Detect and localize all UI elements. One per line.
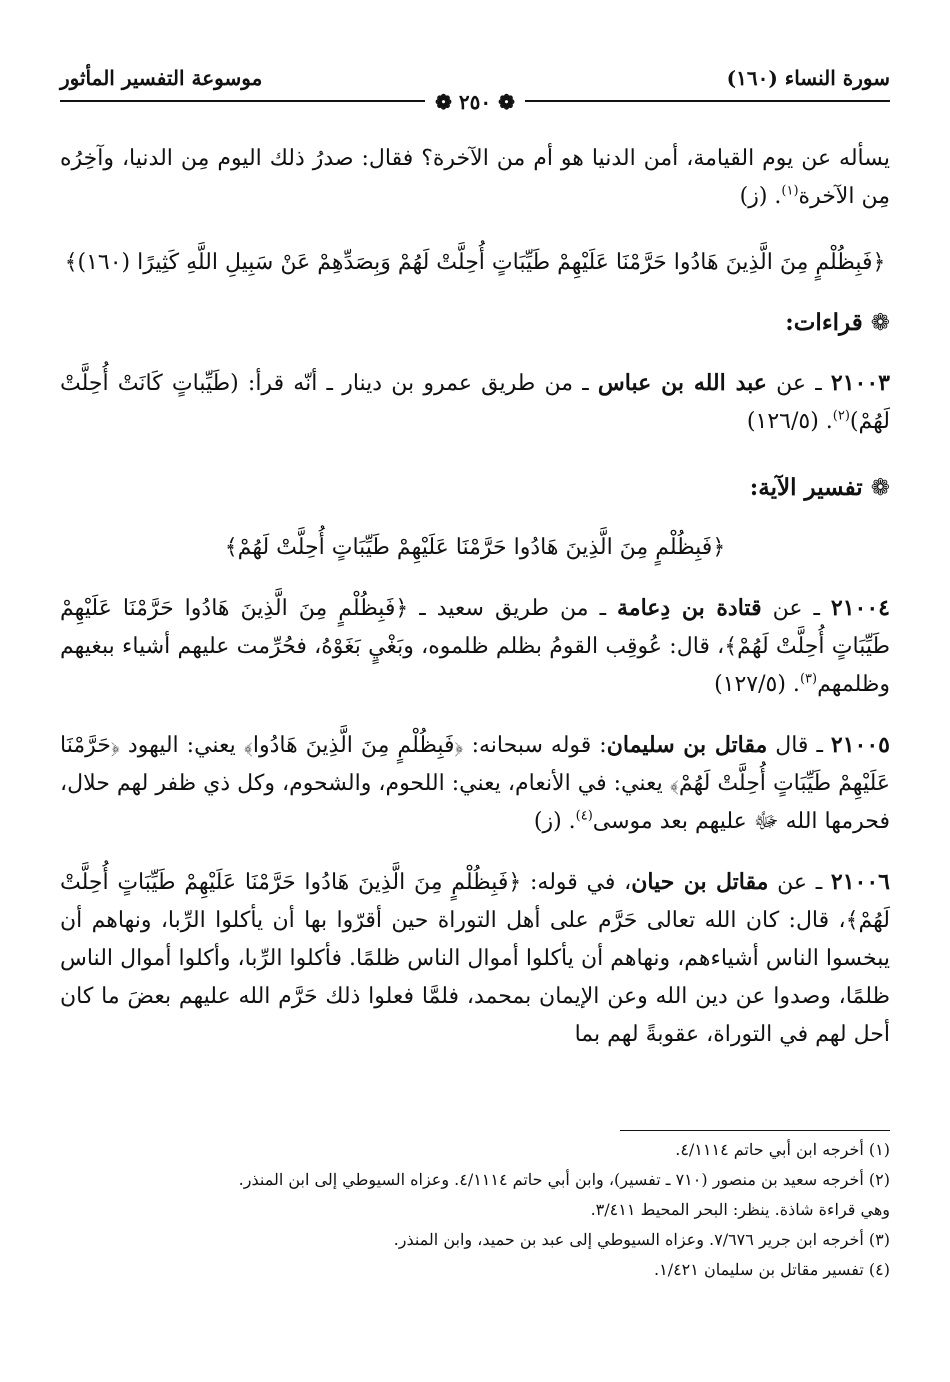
narration-number: ٢١٠٠٦: [830, 869, 890, 895]
footnotes: [60, 1130, 890, 1285]
intro-tail: . (ز): [739, 184, 782, 209]
narration-tail: . (١٢٧/٥): [714, 672, 800, 697]
narration-tail: . (١٢٦/٥): [746, 409, 833, 434]
footnote-2: (٢) أخرجه سعيد بن منصور (٧١٠ ـ تفسير)، وابن أبي حاتم ٤/١١١٤. وعزاه السيوطي إلى ابن المنذر.: [238, 1170, 890, 1189]
running-header: [60, 60, 890, 120]
footnote-4: (٤) تفسير مقاتل بن سليمان ١/٤٢١.: [654, 1260, 890, 1279]
heading-tafsir-text: تفسير الآية:: [749, 474, 863, 501]
footnote-ref-4: (٤): [575, 808, 593, 824]
narration-sep: ـ عن: [768, 870, 831, 895]
main-text: [60, 140, 890, 1054]
section-heading-readings: [60, 304, 890, 342]
narration-21003: [60, 364, 890, 441]
flower-icon: ❁: [870, 475, 890, 501]
footnote-2-cont: وهي قراءة شاذة. ينظر: البحر المحيط ٣/٤١١.: [590, 1200, 890, 1219]
intro-text: يسأله عن يوم القيامة، أمن الدنيا هو أم من الآخرة؟ فقال: صدرُ ذلك اليوم مِن الدنيا، وآخِرُه مِن الآخرة: [60, 146, 890, 209]
narration-number: ٢١٠٠٣: [830, 370, 890, 396]
verse-main: ﴿فَبِظُلْمٍ مِنَ الَّذِينَ هَادُوا حَرَّمْنَا عَلَيْهِمْ طَيِّبَاتٍ أُحِلَّتْ لَهُمْ وَبِصَدِّهِمْ عَنْ سَبِيلِ اللَّهِ كَثِيرًا (١٦٠)﴾: [64, 250, 886, 275]
footnote-ref-3: (٣): [799, 671, 818, 687]
narration-sep: ـ عن: [766, 371, 831, 396]
footnote-3: (٣) أخرجه ابن جرير ٧/٦٧٦. وعزاه السيوطي إلى عبد بن حميد، وابن المنذر.: [393, 1230, 890, 1249]
narration-text: : قوله سبحانه: ﴿فَبِظُلْمٍ مِنَ الَّذِينَ هَادُوا﴾ يعني: اليهود ﴿حَرَّمْنَا عَلَيْهِمْ طَيِّبَاتٍ أُحِلَّتْ لَهُمْ﴾ يعني: في الأنعام، يعني: اللحوم، والشحوم، وكل ذي ظفر لهم حلال، فحرمها الله ﷻ عليهم بعد موسى: [60, 733, 890, 834]
footnote-ref-1: (١): [781, 183, 799, 199]
narrator-name: قتادة بن دِعامة: [617, 595, 762, 621]
page: [60, 60, 890, 1360]
narration-21006: [60, 863, 890, 1054]
narration-sep: ـ قال: [767, 733, 831, 758]
narration-text: ـ من طريق سعيد ـ ﴿فَبِظُلْمٍ مِنَ الَّذِينَ هَادُوا حَرَّمْنَا عَلَيْهِمْ طَيِّبَاتٍ أُحِلَّتْ لَهُمْ﴾، قال: عُوقِب القومُ بظلم ظلموه، وبَغْيٍ بَغَوْهُ، فحُرِّمت عليهم أشياء ببغيهم وظلمهم: [60, 596, 890, 697]
page-number: ❁ ٢٥٠ ❁: [425, 90, 525, 114]
narration-21004: [60, 589, 890, 704]
narration-text: ـ من طريق عمرو بن دينار ـ أنّه قرأ: (طَيِّباتٍ كَانَتْ أُحِلَّتْ لَهُمْ): [60, 371, 890, 434]
intro-paragraph: [60, 140, 890, 216]
narration-21005: [60, 726, 890, 841]
surah-title: سورة النساء (١٦٠): [726, 66, 890, 90]
narrator-name: عبد الله بن عباس: [597, 370, 767, 396]
flower-icon: ❁: [870, 310, 890, 336]
footnote-1: (١) أخرجه ابن أبي حاتم ٤/١١١٤.: [675, 1140, 890, 1159]
footnote-rule: [620, 1130, 890, 1131]
narration-sep: ـ عن: [761, 596, 831, 621]
narrator-name: مقاتل بن حيان: [631, 869, 769, 895]
narration-tail: . (ز): [533, 809, 576, 834]
section-heading-tafsir: [60, 469, 890, 507]
page-number-wrap: [60, 90, 890, 114]
heading-readings-text: قراءات:: [785, 309, 863, 336]
narrator-name: مقاتل بن سليمان: [606, 732, 768, 758]
footnote-ref-2: (٢): [832, 408, 850, 424]
narration-number: ٢١٠٠٥: [830, 732, 890, 758]
verse-sub: ﴿فَبِظُلْمٍ مِنَ الَّذِينَ هَادُوا حَرَّمْنَا عَلَيْهِمْ طَيِّبَاتٍ أُحِلَّتْ لَهُمْ﴾: [224, 535, 726, 560]
book-title: موسوعة التفسير المأثور: [60, 66, 263, 90]
narration-number: ٢١٠٠٤: [830, 595, 890, 621]
narration-text: ، في قوله: ﴿فَبِظُلْمٍ مِنَ الَّذِينَ هَادُوا حَرَّمْنَا عَلَيْهِمْ طَيِّبَاتٍ أُحِلَّتْ لَهُمْ﴾، قال: كان الله تعالى حَرَّم على أهل التوراة حين أقرّوا بها أن يأكلوا الرِّبا، ونهاهم أن يبخسوا الناس أشياءهم، ونهاهم أن يأكلوا أموال الناس ظلمًا. فأكلوا الرِّبا، وأكلوا أموال الناس ظلمًا، وصدوا عن دين الله وعن الإيمان بمحمد، فلمَّا فعلوا ذلك حَرَّم الله عليهم بعضَ ما كان أحل لهم في التوراة، عقوبةً لهم بما: [60, 870, 890, 1047]
